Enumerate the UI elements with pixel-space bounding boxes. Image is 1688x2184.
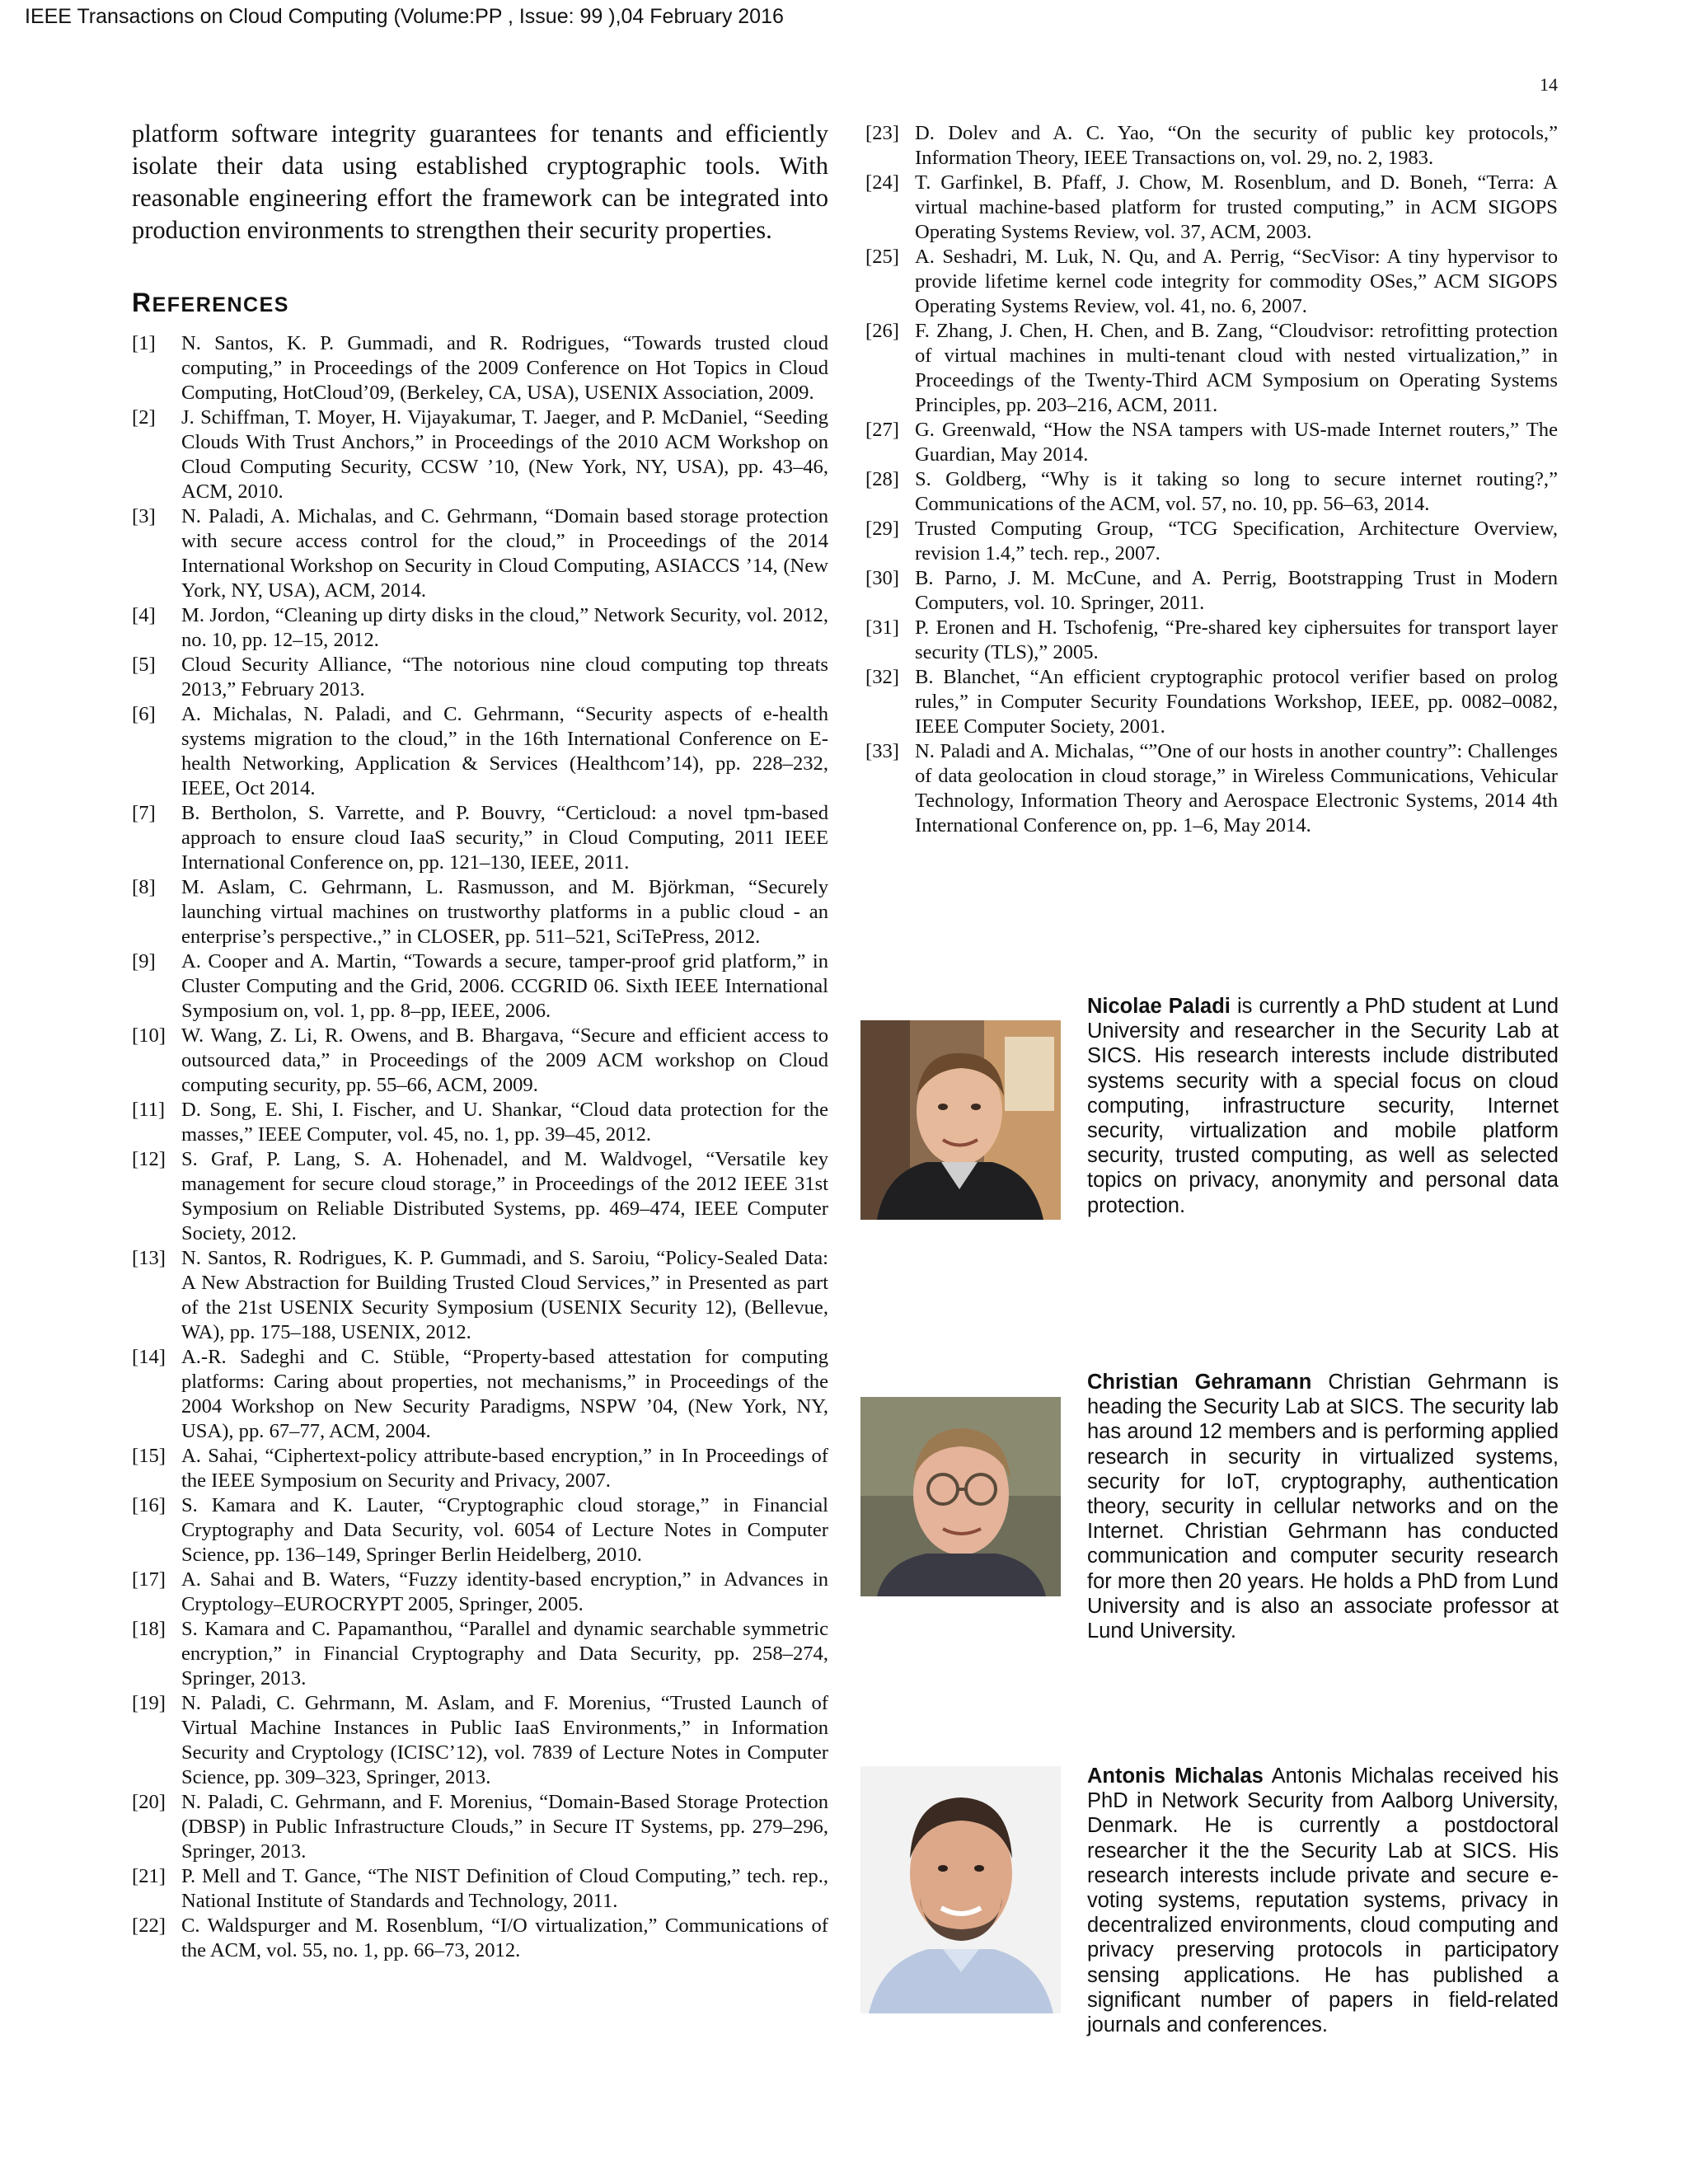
reference-number: [14] [132, 1346, 166, 1368]
reference-item [865, 467, 1558, 517]
reference-text: P. Mell and T. Gance, “The NIST Definition of Cloud Computing,” tech. rep., National Institute of Standards and Technology, 2011. [181, 1865, 828, 1912]
author-photo-michalas [860, 1766, 1061, 2013]
reference-number: [8] [132, 876, 156, 898]
bio-name: Nicolae Paladi [1087, 995, 1231, 1018]
page-number: 14 [1540, 74, 1558, 95]
reference-text: N. Paladi and A. Michalas, “”One of our hosts in another country”: Challenges of data geolocation in cloud storage,” in Wireless Communications, Vehicular Technology, Information Theory and Aerospace Electronic Systems, 2014 4th International Conference on, pp. 1–6, May 2014. [915, 740, 1558, 837]
reference-item [865, 319, 1558, 418]
reference-item [132, 1444, 828, 1493]
reference-number: [26] [865, 320, 899, 342]
reference-text: A. Michalas, N. Paladi, and C. Gehrmann, “Security aspects of e-health systems migration to the cloud,” in the 16th International Conference on E-health Networking, Application & Services (Healthcom’14), pp. 228–232, IEEE, Oct 2014. [181, 703, 828, 799]
reference-item [132, 1864, 828, 1914]
reference-item [865, 418, 1558, 467]
reference-text: B. Bertholon, S. Varrette, and P. Bouvry, “Certicloud: a novel tpm-based approach to ensure cloud IaaS security,” in Cloud Computing, 2011 IEEE International Conference on, pp. 121–130, IEEE, 2011. [181, 802, 828, 874]
reference-number: [17] [132, 1568, 166, 1591]
reference-text: M. Aslam, C. Gehrmann, L. Rasmusson, and M. Björkman, “Securely launching virtual machines on trustworthy platforms in a public cloud - an enterprise’s perspective.,” in CLOSER, pp. 511–521, SciTePress, 2012. [181, 876, 828, 948]
reference-number: [15] [132, 1445, 166, 1467]
reference-item [132, 653, 828, 702]
reference-number: [6] [132, 703, 156, 725]
reference-text: N. Paladi, A. Michalas, and C. Gehrmann, “Domain based storage protection with secure access control for the cloud,” in Proceedings of the 2014 International Workshop on Security in Cloud Computing, ASIACCS ’14, (New York, NY, USA), ACM, 2014. [181, 505, 828, 602]
reference-number: [27] [865, 419, 899, 441]
reference-item [132, 1691, 828, 1790]
reference-text: G. Greenwald, “How the NSA tampers with US-made Internet routers,” The Guardian, May 2014. [915, 419, 1558, 466]
reference-item [865, 665, 1558, 739]
bio-body: is currently a PhD student at Lund University and researcher in the Security Lab at SICS. His research interests include distributed systems security with a special focus on cloud computing, infrastructure security, Internet security, virtualization and mobile platform security, trusted computing, as well as selected topics on privacy, anonymity and personal data protection. [1087, 995, 1559, 1217]
reference-text: J. Schiffman, T. Moyer, H. Vijayakumar, T. Jaeger, and P. McDaniel, “Seeding Clouds With Trust Anchors,” in Proceedings of the 2010 ACM Workshop on Cloud Computing Security, CCSW ’10, (New York, NY, USA), pp. 43–46, ACM, 2010. [181, 406, 828, 503]
reference-number: [18] [132, 1618, 166, 1640]
reference-text: N. Paladi, C. Gehrmann, and F. Morenius, “Domain-Based Storage Protection (DBSP) in Public Infrastructure Clouds,” in Secure IT Systems, pp. 279–296, Springer, 2013. [181, 1791, 828, 1863]
reference-text: W. Wang, Z. Li, R. Owens, and B. Bhargava, “Secure and efficient access to outsourced data,” in Proceedings of the 2009 ACM workshop on Cloud computing security, pp. 55–66, ACM, 2009. [181, 1024, 828, 1096]
reference-text: N. Santos, R. Rodrigues, K. P. Gummadi, and S. Saroiu, “Policy-Sealed Data: A New Abstraction for Building Trusted Cloud Services,” in Presented as part of the 21st USENIX Security Symposium (USENIX Security 12), (Bellevue, WA), pp. 175–188, USENIX, 2012. [181, 1247, 828, 1343]
reference-number: [5] [132, 654, 156, 676]
left-column [132, 118, 828, 1963]
references-heading-rest: EFERENCES [152, 293, 289, 316]
bio-name: Antonis Michalas [1087, 1765, 1264, 1788]
reference-text: Cloud Security Alliance, “The notorious nine cloud computing top threats 2013,” February 2013. [181, 654, 828, 701]
reference-text: S. Kamara and C. Papamanthou, “Parallel and dynamic searchable symmetric encryption,” in Financial Cryptography and Data Security, pp. 258–274, Springer, 2013. [181, 1618, 828, 1690]
reference-item [132, 1098, 828, 1147]
author-photo-gehrmann [860, 1397, 1061, 1596]
reference-item [132, 405, 828, 504]
reference-item [132, 603, 828, 653]
references-heading [132, 288, 828, 318]
references-heading-initial: R [132, 288, 152, 317]
reference-number: [1] [132, 332, 156, 354]
reference-item [132, 702, 828, 801]
bio-text-gehrmann [1087, 1370, 1559, 1643]
reference-list-left [132, 331, 828, 1963]
reference-number: [21] [132, 1865, 166, 1887]
reference-item [132, 949, 828, 1024]
reference-text: A. Sahai, “Ciphertext-policy attribute-based encryption,” in In Proceedings of the IEEE Symposium on Security and Privacy, 2007. [181, 1445, 828, 1492]
reference-item [132, 331, 828, 405]
journal-header: IEEE Transactions on Cloud Computing (Volume:PP , Issue: 99 ),04 February 2016 [25, 5, 784, 28]
reference-text: A.-R. Sadeghi and C. Stüble, “Property-based attestation for computing platforms: Caring about properties, not mechanisms,” in Proceedings of the 2004 Workshop on New Security Paradigms, NSPW ’04, (New York, NY, USA), pp. 67–77, ACM, 2004. [181, 1346, 828, 1442]
reference-number: [31] [865, 616, 899, 639]
reference-item [132, 1024, 828, 1098]
reference-number: [4] [132, 604, 156, 626]
reference-text: F. Zhang, J. Chen, H. Chen, and B. Zang, “Cloudvisor: retrofitting protection of virtual machines in multi-tenant cloud with nested virtualization,” in Proceedings of the Twenty-Third ACM Symposium on Operating Systems Principles, pp. 203–216, ACM, 2011. [915, 320, 1558, 416]
bio-name: Christian Gehramann [1087, 1371, 1312, 1394]
reference-item [865, 121, 1558, 171]
reference-item [865, 566, 1558, 616]
bio-text-michalas [1087, 1764, 1559, 2037]
reference-number: [11] [132, 1099, 166, 1121]
reference-item [132, 801, 828, 875]
reference-text: N. Santos, K. P. Gummadi, and R. Rodrigues, “Towards trusted cloud computing,” in Proceedings of the 2009 Conference on Hot Topics in Cloud Computing, HotCloud’09, (Berkeley, CA, USA), USENIX Association, 2009. [181, 332, 828, 404]
reference-text: B. Parno, J. M. McCune, and A. Perrig, Bootstrapping Trust in Modern Computers, vol. 10. Springer, 2011. [915, 567, 1558, 614]
reference-item [865, 517, 1558, 566]
reference-number: [33] [865, 740, 899, 762]
reference-text: S. Kamara and K. Lauter, “Cryptographic cloud storage,” in Financial Cryptography and Data Security, vol. 6054 of Lecture Notes in Computer Science, pp. 136–149, Springer Berlin Heidelberg, 2010. [181, 1494, 828, 1566]
reference-item [132, 1914, 828, 1963]
reference-text: D. Song, E. Shi, I. Fischer, and U. Shankar, “Cloud data protection for the masses,” IEEE Computer, vol. 45, no. 1, pp. 39–45, 2012. [181, 1099, 828, 1146]
reference-number: [22] [132, 1915, 166, 1937]
reference-number: [7] [132, 802, 156, 824]
reference-number: [29] [865, 518, 899, 540]
reference-list-right [865, 121, 1558, 838]
right-column [865, 121, 1558, 838]
reference-number: [16] [132, 1494, 166, 1516]
reference-item [132, 875, 828, 949]
reference-number: [28] [865, 468, 899, 490]
reference-text: B. Blanchet, “An efficient cryptographic protocol verifier based on prolog rules,” in Computer Security Foundations Workshop, IEEE, pp. 0082–0082, IEEE Computer Society, 2001. [915, 666, 1558, 738]
reference-text: S. Goldberg, “Why is it taking so long to secure internet routing?,” Communications of the ACM, vol. 57, no. 10, pp. 56–63, 2014. [915, 468, 1558, 515]
reference-number: [30] [865, 567, 899, 589]
reference-text: Trusted Computing Group, “TCG Specification, Architecture Overview, revision 1.4,” tech. rep., 2007. [915, 518, 1558, 565]
reference-number: [10] [132, 1024, 166, 1047]
reference-number: [19] [132, 1692, 166, 1714]
reference-item [865, 739, 1558, 838]
reference-text: C. Waldspurger and M. Rosenblum, “I/O virtualization,” Communications of the ACM, vol. 55, no. 1, pp. 66–73, 2012. [181, 1915, 828, 1961]
reference-text: A. Seshadri, M. Luk, N. Qu, and A. Perrig, “SecVisor: A tiny hypervisor to provide lifetime kernel code integrity for commodity OSes,” ACM SIGOPS Operating Systems Review, vol. 41, no. 6, 2007. [915, 246, 1558, 317]
reference-number: [25] [865, 246, 899, 268]
reference-text: T. Garfinkel, B. Pfaff, J. Chow, M. Rosenblum, and D. Boneh, “Terra: A virtual machine-based platform for trusted computing,” in ACM SIGOPS Operating Systems Review, vol. 37, ACM, 2003. [915, 171, 1558, 243]
reference-item [865, 245, 1558, 319]
bio-text-paladi [1087, 994, 1559, 1218]
reference-item [865, 171, 1558, 245]
reference-text: N. Paladi, C. Gehrmann, M. Aslam, and F. Morenius, “Trusted Launch of Virtual Machine Instances in Public IaaS Environments,” in Information Security and Cryptology (ICISC’12), vol. 7839 of Lecture Notes in Computer Science, pp. 309–323, Springer, 2013. [181, 1692, 828, 1788]
reference-item [865, 616, 1558, 665]
reference-item [132, 1345, 828, 1444]
reference-item [132, 1568, 828, 1617]
reference-text: M. Jordon, “Cleaning up dirty disks in the cloud,” Network Security, vol. 2012, no. 10, pp. 12–15, 2012. [181, 604, 828, 651]
reference-number: [2] [132, 406, 156, 429]
reference-number: [24] [865, 171, 899, 194]
reference-item [132, 1617, 828, 1691]
reference-item [132, 504, 828, 603]
reference-text: A. Cooper and A. Martin, “Towards a secure, tamper-proof grid platform,” in Cluster Computing and the Grid, 2006. CCGRID 06. Sixth IEEE International Symposium on, vol. 1, pp. 8–pp, IEEE, 2006. [181, 950, 828, 1022]
bio-body: Antonis Michalas received his PhD in Network Security from Aalborg University, Denmark. He is currently a postdoctoral researcher it the the Security Lab at SICS. His research interests include private and secure e-voting systems, reputation systems, privacy in decentralized environments, cloud computing and privacy preserving protocols in participatory sensing applications. He has published a significant number of papers in field-related journals and conferences. [1087, 1765, 1559, 2037]
reference-item [132, 1246, 828, 1345]
author-photo-paladi [860, 1020, 1061, 1220]
reference-item [132, 1790, 828, 1864]
bio-body: Christian Gehrmann is heading the Security Lab at SICS. The security lab has around 12 members and is performing applied research in security in virtualized systems, security for IoT, cryptography, authentication theory, security in cellular networks and on the Internet. Christian Gehrmann has conducted communication and computer security research for more then 20 years. He holds a PhD from Lund University and is also an associate professor at Lund University. [1087, 1371, 1559, 1643]
reference-number: [9] [132, 950, 156, 972]
reference-item [132, 1493, 828, 1568]
reference-text: A. Sahai and B. Waters, “Fuzzy identity-based encryption,” in Advances in Cryptology–EUROCRYPT 2005, Springer, 2005. [181, 1568, 828, 1615]
reference-text: D. Dolev and A. C. Yao, “On the security of public key protocols,” Information Theory, IEEE Transactions on, vol. 29, no. 2, 1983. [915, 122, 1558, 169]
reference-number: [32] [865, 666, 899, 688]
reference-number: [23] [865, 122, 899, 144]
reference-number: [13] [132, 1247, 166, 1269]
reference-item [132, 1147, 828, 1246]
reference-text: S. Graf, P. Lang, S. A. Hohenadel, and M. Waldvogel, “Versatile key management for secure cloud storage,” in Proceedings of the 2012 IEEE 31st Symposium on Reliable Distributed Systems, pp. 469–474, IEEE Computer Society, 2012. [181, 1148, 828, 1244]
reference-number: [20] [132, 1791, 166, 1813]
reference-text: P. Eronen and H. Tschofenig, “Pre-shared key ciphersuites for transport layer security (TLS),” 2005. [915, 616, 1558, 663]
intro-paragraph: platform software integrity guarantees for tenants and efficiently isolate their data using established cryptographic tools. With reasonable engineering effort the framework can be integrated into production environments to strengthen their security properties. [132, 120, 828, 244]
reference-number: [3] [132, 505, 156, 527]
reference-number: [12] [132, 1148, 166, 1170]
